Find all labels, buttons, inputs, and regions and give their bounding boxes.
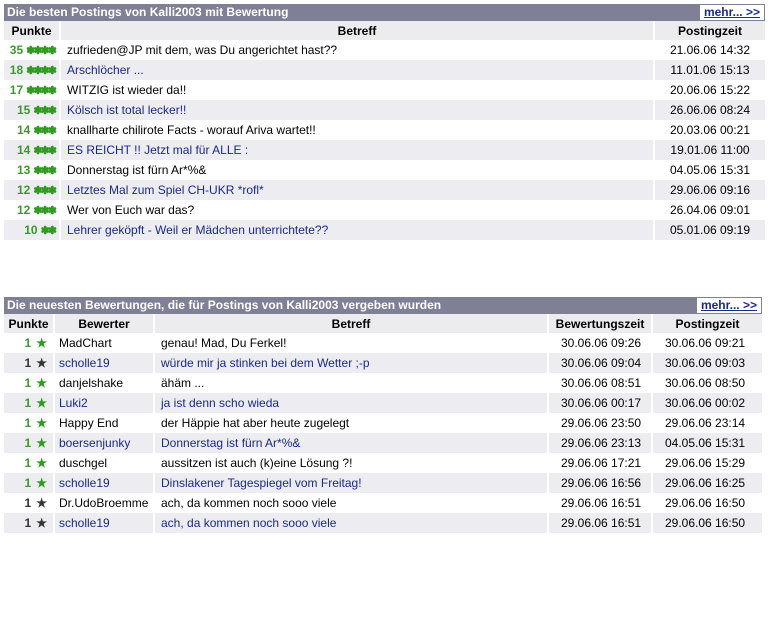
posting-time: 30.06.06 08:50 — [651, 373, 762, 393]
rating-star-icon: ★ — [36, 436, 47, 450]
points-cell — [4, 180, 59, 200]
rating-time: 30.06.06 08:51 — [547, 373, 651, 393]
rating-time: 29.06.06 17:21 — [547, 453, 651, 473]
points-cell — [4, 413, 53, 433]
points-cell — [4, 40, 59, 60]
column-header-rating-time[interactable]: Bewertungszeit — [547, 314, 651, 333]
posting-time: 30.06.06 09:03 — [651, 353, 762, 373]
table-row — [4, 120, 765, 140]
table-row — [4, 160, 765, 180]
rating-stars-icon: ✽✽✽ — [33, 165, 55, 177]
posting-time: 29.06.06 09:16 — [653, 180, 765, 200]
rater-name-link[interactable]: boersenjunky — [53, 433, 153, 453]
posting-time: 29.06.06 16:50 — [651, 513, 762, 533]
column-header-subject[interactable]: Betreff — [59, 21, 653, 40]
table-row — [4, 513, 762, 533]
posting-subject-link[interactable]: der Häppie hat aber heute zugelegt — [153, 413, 547, 433]
posting-time: 05.01.06 09:19 — [653, 220, 765, 240]
points-value: 1 — [24, 496, 32, 510]
table-row — [4, 453, 762, 473]
table-row — [4, 433, 762, 453]
rating-stars-icon: ✽✽✽✽ — [26, 45, 55, 57]
points-cell — [4, 200, 59, 220]
rater-name-link[interactable]: duschgel — [53, 453, 153, 473]
table-row — [4, 200, 765, 220]
points-value: 12 — [16, 183, 31, 197]
rating-star-icon: ★ — [36, 456, 47, 470]
posting-time: 20.03.06 00:21 — [653, 120, 765, 140]
column-header-rater[interactable]: Bewerter — [53, 314, 153, 333]
table-row — [4, 353, 762, 373]
table-row — [4, 100, 765, 120]
rating-star-icon: ★ — [36, 376, 47, 390]
posting-subject-link[interactable]: Donnerstag ist fürn Ar*%& — [153, 433, 547, 453]
posting-time: 11.01.06 15:13 — [653, 60, 765, 80]
column-header-posting-time[interactable]: Postingzeit — [651, 314, 762, 333]
points-value: 1 — [24, 516, 32, 530]
posting-subject-link[interactable]: knallharte chilirote Facts - worauf Ariva wartet!! — [59, 120, 653, 140]
table-row — [4, 413, 762, 433]
points-cell — [4, 453, 53, 473]
points-value: 10 — [24, 223, 38, 237]
rating-star-icon: ★ — [36, 496, 47, 510]
rating-time: 29.06.06 16:56 — [547, 473, 651, 493]
rating-star-icon: ★ — [36, 356, 47, 370]
points-cell — [4, 140, 59, 160]
column-header-subject[interactable]: Betreff — [153, 314, 547, 333]
points-value: 1 — [24, 356, 32, 370]
newest-ratings-table — [4, 314, 762, 533]
posting-subject-link[interactable]: Wer von Euch war das? — [59, 200, 653, 220]
table-row — [4, 493, 762, 513]
posting-subject-link[interactable]: ja ist denn scho wieda — [153, 393, 547, 413]
points-value: 1 — [24, 456, 32, 470]
table-row — [4, 60, 765, 80]
posting-time: 26.06.06 08:24 — [653, 100, 765, 120]
points-value: 1 — [24, 396, 32, 410]
rater-name-link[interactable]: scholle19 — [53, 473, 153, 493]
points-value: 14 — [16, 143, 31, 157]
posting-subject-link[interactable]: würde mir ja stinken bei dem Wetter ;-p — [153, 353, 547, 373]
posting-time: 29.06.06 16:25 — [651, 473, 762, 493]
points-value: 17 — [9, 83, 24, 97]
table-row — [4, 393, 762, 413]
best-postings-more-link[interactable]: mehr... >> — [699, 4, 765, 21]
points-value: 14 — [16, 123, 31, 137]
points-cell — [4, 120, 59, 140]
posting-subject-link[interactable]: WITZIG ist wieder da!! — [59, 80, 653, 100]
points-value: 1 — [24, 336, 32, 350]
newest-ratings-title-bar — [4, 297, 762, 314]
posting-subject-link[interactable]: Donnerstag ist fürn Ar*%& — [59, 160, 653, 180]
rating-stars-icon: ✽✽✽✽ — [26, 65, 55, 77]
rating-time: 30.06.06 09:04 — [547, 353, 651, 373]
rater-name-link[interactable]: scholle19 — [53, 353, 153, 373]
best-postings-header-row — [4, 21, 765, 40]
posting-subject-link[interactable]: ach, da kommen noch sooo viele — [153, 493, 547, 513]
column-header-posting-time[interactable]: Postingzeit — [653, 21, 765, 40]
posting-time: 30.06.06 09:21 — [651, 333, 762, 353]
points-cell — [4, 473, 53, 493]
rating-star-icon: ★ — [36, 336, 47, 350]
points-value: 1 — [24, 476, 32, 490]
posting-time: 29.06.06 16:50 — [651, 493, 762, 513]
rating-stars-icon: ✽✽✽ — [33, 185, 55, 197]
points-value: 1 — [24, 376, 32, 390]
posting-subject-link[interactable]: Arschlöcher ... — [59, 60, 653, 80]
points-value: 15 — [16, 103, 31, 117]
rater-name-link[interactable]: danjelshake — [53, 373, 153, 393]
points-value: 13 — [16, 163, 31, 177]
rating-star-icon: ★ — [36, 396, 47, 410]
posting-time: 26.04.06 09:01 — [653, 200, 765, 220]
rating-stars-icon: ✽✽✽ — [33, 105, 55, 117]
newest-ratings-title: Die neuesten Bewertungen, die für Postings von Kalli2003 vergeben wurden — [7, 298, 442, 312]
posting-subject-link[interactable]: Kölsch ist total lecker!! — [59, 100, 653, 120]
rating-time: 29.06.06 23:50 — [547, 413, 651, 433]
rating-stars-icon: ✽✽ — [40, 225, 55, 237]
rating-time: 30.06.06 00:17 — [547, 393, 651, 413]
rating-time: 29.06.06 16:51 — [547, 513, 651, 533]
table-row — [4, 373, 762, 393]
rating-time: 29.06.06 16:51 — [547, 493, 651, 513]
posting-time: 29.06.06 23:14 — [651, 413, 762, 433]
posting-subject-link[interactable]: ach, da kommen noch sooo viele — [153, 513, 547, 533]
points-cell — [4, 513, 53, 533]
points-cell — [4, 333, 53, 353]
posting-subject-link[interactable]: Lehrer geköpft - Weil er Mädchen unterrichtete?? — [59, 220, 653, 240]
posting-time: 20.06.06 15:22 — [653, 80, 765, 100]
rater-name-link[interactable]: Dr.UdoBroemme — [53, 493, 153, 513]
posting-time: 19.01.06 11:00 — [653, 140, 765, 160]
posting-subject-link[interactable]: ähäm ... — [153, 373, 547, 393]
points-cell — [4, 160, 59, 180]
rating-stars-icon: ✽✽✽ — [33, 125, 55, 137]
table-row — [4, 473, 762, 493]
points-cell — [4, 80, 59, 100]
points-cell — [4, 433, 53, 453]
rater-name-link[interactable]: Happy End — [53, 413, 153, 433]
points-cell — [4, 220, 59, 240]
newest-ratings-more-link[interactable]: mehr... >> — [696, 297, 762, 314]
rating-time: 29.06.06 23:13 — [547, 433, 651, 453]
table-row — [4, 220, 765, 240]
rater-name-link[interactable]: Luki2 — [53, 393, 153, 413]
best-postings-panel — [4, 4, 765, 240]
best-postings-title-bar — [4, 4, 765, 21]
newest-ratings-header-row — [4, 314, 762, 333]
points-value: 1 — [24, 416, 32, 430]
table-row — [4, 140, 765, 160]
table-row — [4, 80, 765, 100]
posting-subject-link[interactable]: ES REICHT !! Jetzt mal für ALLE : — [59, 140, 653, 160]
points-cell — [4, 60, 59, 80]
rating-time: 30.06.06 09:26 — [547, 333, 651, 353]
best-postings-title: Die besten Postings von Kalli2003 mit Bewertung — [7, 5, 289, 19]
table-row — [4, 40, 765, 60]
column-header-points[interactable]: Punkte — [4, 21, 59, 40]
rating-star-icon: ★ — [36, 416, 47, 430]
posting-subject-link[interactable]: Letztes Mal zum Spiel CH-UKR *rofl* — [59, 180, 653, 200]
best-postings-table — [4, 21, 765, 240]
rater-name-link[interactable]: scholle19 — [53, 513, 153, 533]
rating-stars-icon: ✽✽✽ — [33, 205, 55, 217]
posting-subject-link[interactable]: Dinslakener Tagespiegel vom Freitag! — [153, 473, 547, 493]
posting-time: 30.06.06 00:02 — [651, 393, 762, 413]
rating-stars-icon: ✽✽✽✽ — [26, 85, 55, 97]
points-value: 12 — [16, 203, 31, 217]
points-value: 18 — [9, 63, 24, 77]
points-cell — [4, 373, 53, 393]
points-value: 35 — [9, 43, 24, 57]
newest-ratings-panel — [4, 297, 762, 533]
points-value: 1 — [24, 436, 32, 450]
posting-subject-link[interactable]: aussitzen ist auch (k)eine Lösung ?! — [153, 453, 547, 473]
posting-time: 29.06.06 15:29 — [651, 453, 762, 473]
rating-star-icon: ★ — [36, 516, 47, 530]
column-header-points[interactable]: Punkte — [4, 314, 53, 333]
posting-time: 04.05.06 15:31 — [653, 160, 765, 180]
points-cell — [4, 393, 53, 413]
rating-stars-icon: ✽✽✽ — [33, 145, 55, 157]
posting-time: 04.05.06 15:31 — [651, 433, 762, 453]
table-row — [4, 333, 762, 353]
rater-name-link[interactable]: MadChart — [53, 333, 153, 353]
posting-subject-link[interactable]: genau! Mad, Du Ferkel! — [153, 333, 547, 353]
posting-subject-link[interactable]: zufrieden@JP mit dem, was Du angerichtet hast?? — [59, 40, 653, 60]
points-cell — [4, 493, 53, 513]
rating-star-icon: ★ — [36, 476, 47, 490]
points-cell — [4, 353, 53, 373]
table-row — [4, 180, 765, 200]
posting-time: 21.06.06 14:32 — [653, 40, 765, 60]
points-cell — [4, 100, 59, 120]
